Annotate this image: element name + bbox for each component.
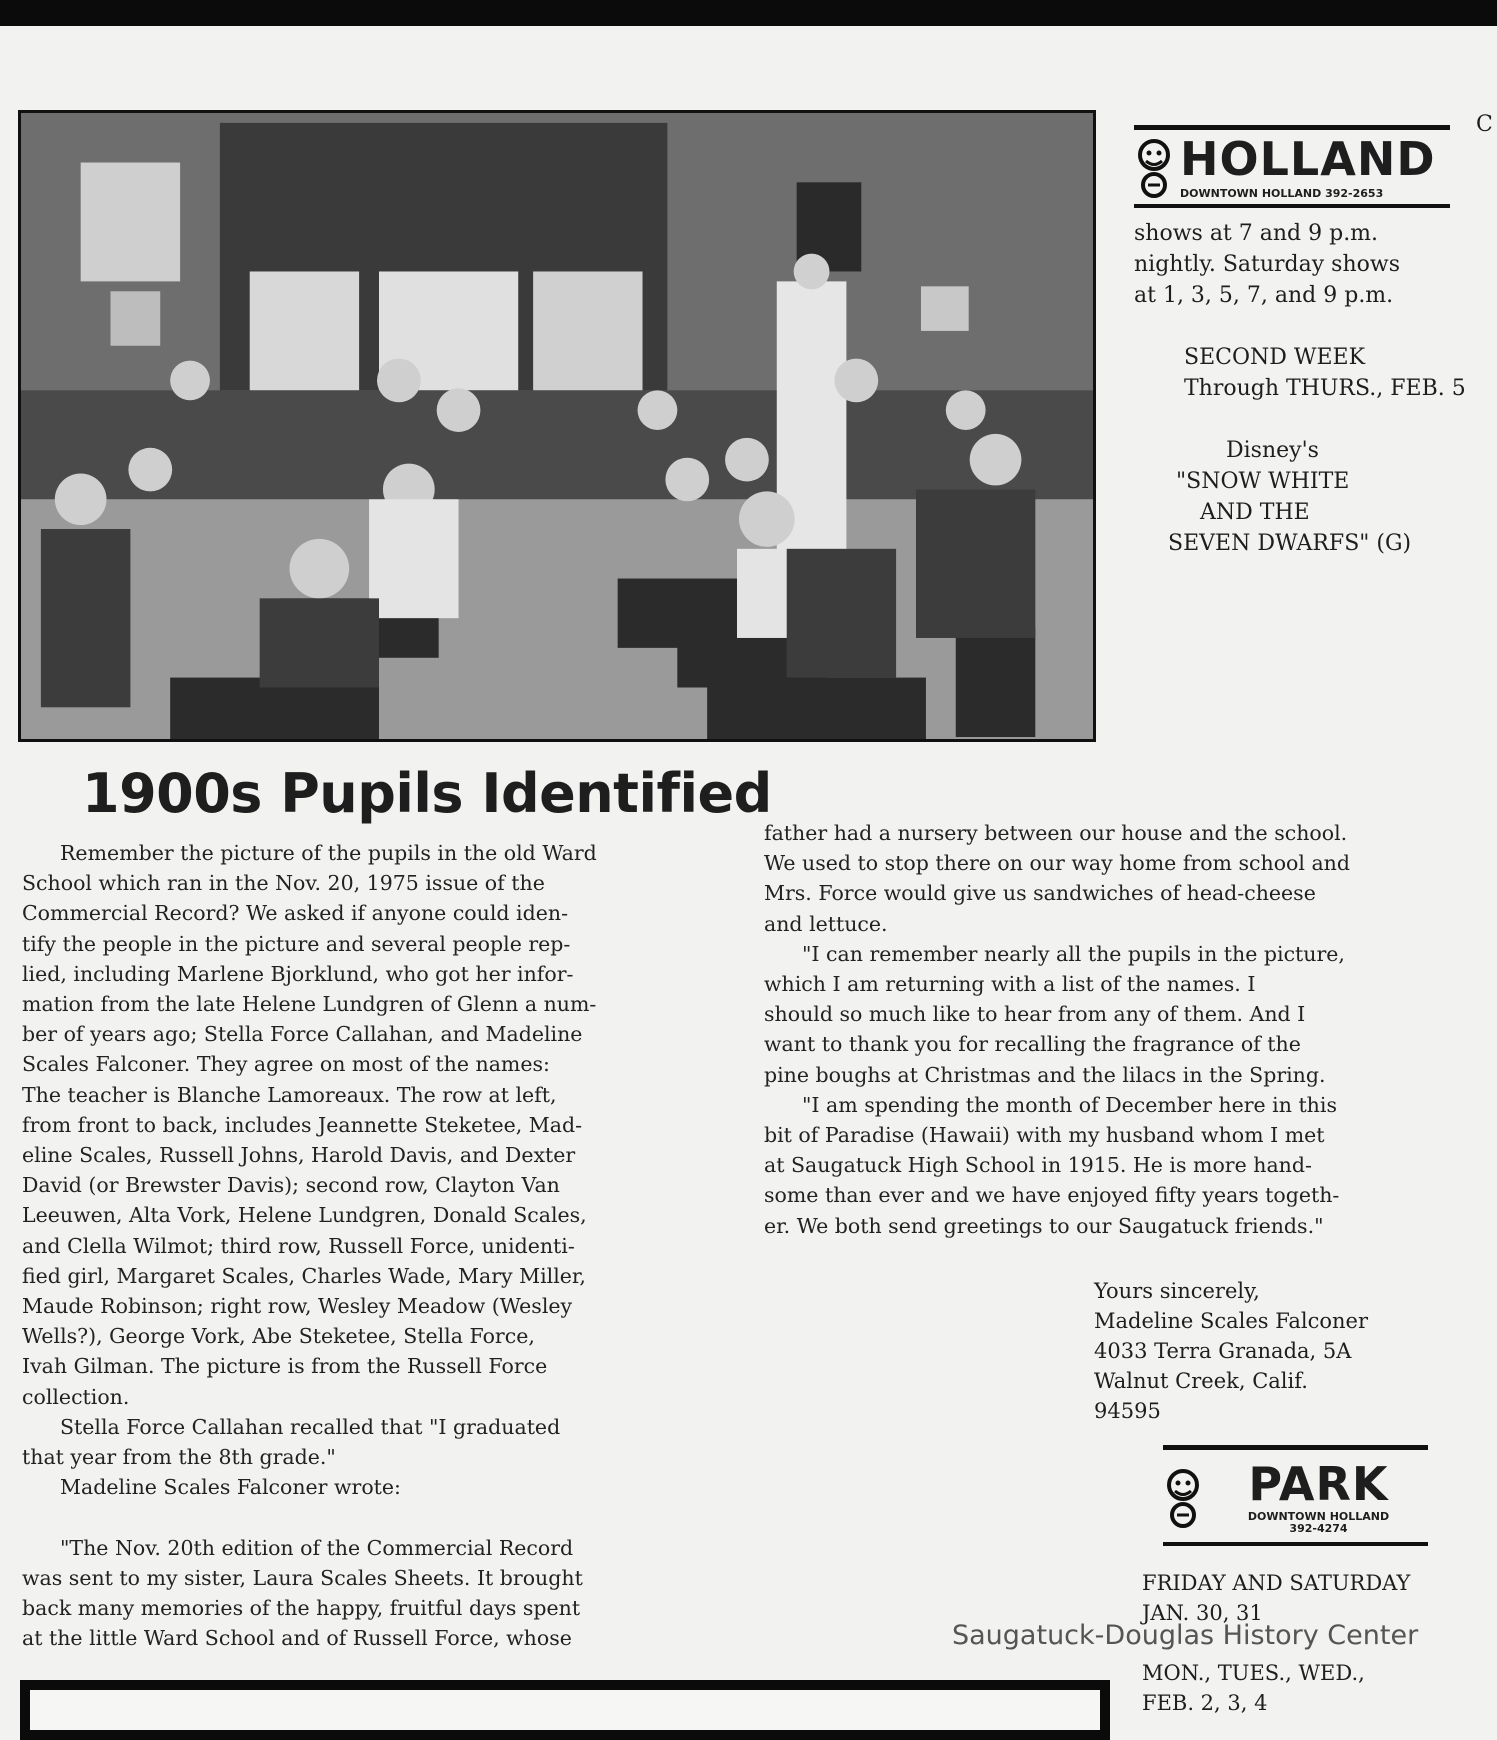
sig-line: Yours sincerely,	[1094, 1279, 1260, 1303]
col1-line: Leeuwen, Alta Vork, Helene Lundgren, Donald Scales,	[22, 1203, 587, 1228]
top-black-border	[0, 0, 1497, 26]
clown-face-icon	[1134, 137, 1174, 199]
holland-ad-bottom-rule	[1134, 204, 1450, 208]
col2-line: We used to stop there on our way home from school and	[764, 851, 1351, 876]
col2-line: "I can remember nearly all the pupils in the picture,	[802, 941, 1345, 966]
park-lines-line: FEB. 2, 3, 4	[1142, 1691, 1268, 1715]
col1-line: Madeline Scales Falconer wrote:	[60, 1475, 401, 1500]
park-theatre-ad	[1163, 1445, 1428, 1546]
park-ad-header	[1163, 1456, 1428, 1536]
col2-line: some than ever and we have enjoyed fifty years togeth-	[764, 1183, 1340, 1208]
article-column-1	[22, 838, 597, 1653]
col1-line	[22, 1502, 597, 1532]
col1-line: collection.	[22, 1384, 130, 1409]
col2-line: Mrs. Force would give us sandwiches of head-cheese	[764, 881, 1316, 906]
col1-line: Commercial Record? We asked if anyone could iden-	[22, 901, 568, 926]
holland-lines-line: Disney's	[1226, 438, 1319, 464]
col2-line: father had a nursery between our house and the school.	[764, 821, 1348, 845]
holland-ad-name: HOLLAND	[1180, 132, 1436, 186]
col2-line: and lettuce.	[764, 911, 888, 936]
sig-line: 4033 Terra Granada, 5A	[1094, 1339, 1352, 1363]
holland-lines-line: SEVEN DWARFS" (G)	[1168, 531, 1412, 557]
col1-line: lied, including Marlene Bjorklund, who got her infor-	[22, 961, 574, 986]
col2-line: which I am returning with a list of the names. I	[764, 972, 1256, 997]
article-column-2	[764, 818, 1350, 1241]
col2-line: pine boughs at Christmas and the lilacs in the Spring.	[764, 1062, 1326, 1087]
col1-line: and Clella Wilmot; third row, Russell Force, unidenti-	[22, 1233, 575, 1258]
col1-line: "The Nov. 20th edition of the Commercial Record	[60, 1535, 574, 1560]
holland-ad-subline: DOWNTOWN HOLLAND 392-2653	[1180, 187, 1384, 200]
park-lines-line: JAN. 30, 31	[1142, 1601, 1263, 1625]
holland-lines-line	[1134, 404, 1450, 435]
archive-watermark: Saugatuck-Douglas History Center	[952, 1620, 1419, 1651]
col1-line: from front to back, includes Jeannette Steketee, Mad-	[22, 1112, 583, 1137]
holland-lines-line: AND THE	[1200, 500, 1310, 526]
sig-line: Walnut Creek, Calif.	[1094, 1369, 1308, 1393]
col2-line: er. We both send greetings to our Saugatuck friends."	[764, 1213, 1324, 1238]
col1-line: Stella Force Callahan recalled that "I graduated	[60, 1414, 561, 1439]
park-ad-name: PARK	[1248, 1456, 1389, 1511]
sig-line: Madeline Scales Falconer	[1094, 1309, 1368, 1333]
col1-line: fied girl, Margaret Scales, Charles Wade, Mary Miller,	[22, 1263, 586, 1288]
park-ad-subline-1: DOWNTOWN HOLLAND	[1247, 1509, 1390, 1523]
col1-line: David (or Brewster Davis); second row, Clayton Van	[22, 1173, 560, 1198]
col1-line: Ivah Gilman. The picture is from the Russell Force	[22, 1354, 548, 1379]
col1-line: The teacher is Blanche Lamoreaux. The row at left,	[22, 1082, 557, 1107]
holland-lines-line: "SNOW WHITE	[1176, 469, 1350, 495]
edge-letter: C	[1476, 112, 1493, 137]
sig-line: 94595	[1094, 1399, 1161, 1423]
park-lines-line: FRIDAY AND SATURDAY	[1142, 1571, 1411, 1595]
park-ad-top-rule	[1163, 1445, 1428, 1450]
clown-face-icon	[1163, 1460, 1203, 1536]
col1-line: Remember the picture of the pupils in the old Ward	[60, 841, 597, 865]
classroom-photo	[18, 110, 1096, 742]
col2-line: "I am spending the month of December here in this	[802, 1092, 1337, 1117]
col1-line: that year from the 8th grade."	[22, 1445, 336, 1470]
holland-ad-listing	[1134, 218, 1466, 559]
holland-lines-line	[1134, 311, 1450, 342]
col2-line: should so much like to hear from any of them. And I	[764, 1002, 1306, 1027]
col1-line: at the little Ward School and of Russell Force, whose	[22, 1626, 572, 1651]
col2-line: bit of Paradise (Hawaii) with my husband whom I met	[764, 1123, 1325, 1148]
col1-line: Wells?), George Vork, Abe Steketee, Stella Force,	[22, 1324, 535, 1349]
article-headline: 1900s Pupils Identified	[82, 762, 772, 825]
holland-ad-header	[1134, 132, 1450, 200]
holland-lines-line: at 1, 3, 5, 7, and 9 p.m.	[1134, 283, 1394, 309]
col2-line: at Saugatuck High School in 1915. He is more hand-	[764, 1153, 1312, 1178]
col1-line: was sent to my sister, Laura Scales Sheets. It brought	[22, 1565, 583, 1590]
park-ad-bottom-rule	[1163, 1542, 1428, 1546]
col1-line: back many memories of the happy, fruitful days spent	[22, 1596, 581, 1621]
letter-signature	[1094, 1276, 1368, 1426]
col1-line: eline Scales, Russell Johns, Harold Davis, and Dexter	[22, 1143, 576, 1168]
col2-line: want to thank you for recalling the fragrance of the	[764, 1032, 1301, 1057]
park-ad-subline-2: 392-4274	[1289, 1522, 1348, 1535]
holland-theatre-ad	[1134, 125, 1466, 559]
holland-lines-line: nightly. Saturday shows	[1134, 252, 1400, 278]
col1-line: mation from the late Helene Lundgren of Glenn a num-	[22, 992, 597, 1017]
park-ad-title-block	[1209, 1456, 1428, 1535]
bottom-border-box	[20, 1680, 1110, 1740]
holland-lines-line: SECOND WEEK	[1184, 345, 1366, 371]
classroom-photo-drawing	[21, 113, 1093, 739]
holland-ad-title-block	[1180, 132, 1436, 200]
col1-line: School which ran in the Nov. 20, 1975 issue of the	[22, 871, 545, 896]
col1-line: tify the people in the picture and several people rep-	[22, 931, 571, 956]
park-lines-line: MON., TUES., WED.,	[1142, 1661, 1365, 1685]
holland-lines-line: Through THURS., FEB. 5	[1184, 376, 1466, 402]
col1-line: Scales Falconer. They agree on most of the names:	[22, 1052, 550, 1077]
holland-lines-line: shows at 7 and 9 p.m.	[1134, 221, 1379, 247]
col1-line: ber of years ago; Stella Force Callahan, and Madeline	[22, 1022, 583, 1047]
col1-line: Maude Robinson; right row, Wesley Meadow (Wesley	[22, 1294, 573, 1319]
holland-ad-top-rule	[1134, 125, 1450, 130]
